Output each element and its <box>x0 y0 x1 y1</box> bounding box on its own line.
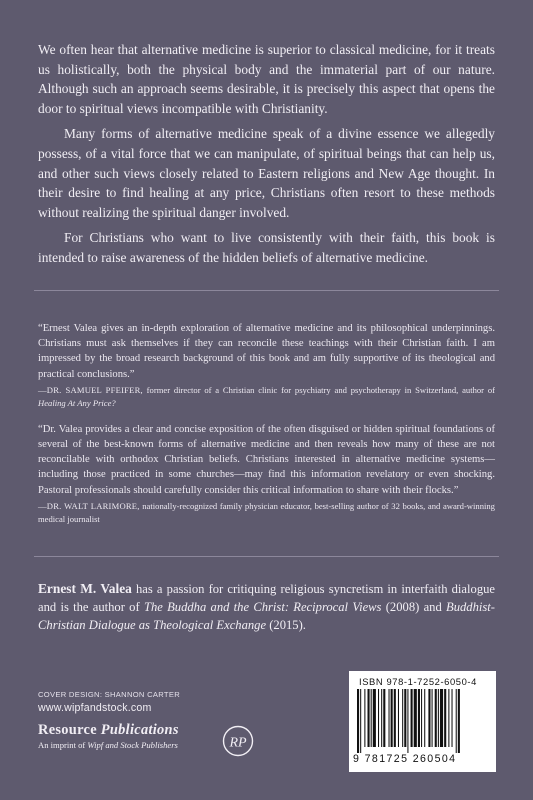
author-name: Ernest M. Valea <box>38 581 132 596</box>
endorser-name-2: —DR. WALT LARIMORE, <box>38 500 140 511</box>
publisher-imprint <box>38 740 238 750</box>
publisher-name <box>38 722 238 739</box>
barcode-bar <box>448 689 449 747</box>
barcode-bar <box>378 689 379 747</box>
publisher-block <box>38 722 238 750</box>
back-cover-blurb <box>38 40 495 274</box>
barcode-bar <box>398 689 399 747</box>
author-bio-text-1: has a passion for critiquing religious syncretism in interfaith dialogue and is the author of <box>38 582 496 614</box>
cover-design-credit: COVER DESIGN: SHANNON CARTER <box>38 690 181 699</box>
endorsement-attribution-2 <box>38 500 495 526</box>
barcode-bar <box>371 689 372 747</box>
endorsements <box>38 321 495 538</box>
divider-bottom <box>34 556 499 557</box>
endorser-role-2: nationally-recognized family physician educator, best-selling author of 32 books, and award-winning medical journalist <box>38 500 495 524</box>
blurb-paragraph-1: We often hear that alternative medicine is superior to classical medicine, for it treats us holistically, both the physical body and the immaterial part of our nature. Although such an approach seems desirable, it is precisely this aspect that opens the door to spiritual views incompatible with Christianity. <box>38 42 495 116</box>
endorser-role-1: former director of a Christian clinic for psychiatry and psychotherapy in Switzerland, author of <box>142 384 495 395</box>
barcode-bar <box>456 689 457 753</box>
endorser-name-1: —DR. SAMUEL PFEIFER, <box>38 384 143 395</box>
barcode-bar <box>394 689 396 747</box>
barcode-bar <box>452 689 453 747</box>
endorser-work-1: Healing At Any Price? <box>38 397 116 408</box>
barcode-bar <box>421 689 422 747</box>
barcode-bar <box>418 689 420 747</box>
barcode-bar <box>404 689 406 747</box>
barcode-bar <box>402 689 403 747</box>
imprint-name: Wipf and Stock Publishers <box>87 740 178 750</box>
blurb-paragraph-2: Many forms of alternative medicine speak of a divine essence we allegedly possess, of a vital force that we can manipulate, of spiritual beings that can help us, and other such views closely related to Eastern religions and New Age thought. In their desire to find healing at any price, Christians often resort to these methods without realizing the spiritual danger involved. <box>38 126 495 220</box>
divider-top <box>34 290 499 291</box>
barcode-bar <box>435 689 437 747</box>
author-book-2: Buddhist-Christian Dialogue as Theological Exchange <box>38 600 495 632</box>
barcode-bar <box>389 689 390 747</box>
barcode-bar <box>438 689 439 747</box>
barcode-bar <box>414 689 417 747</box>
logo-letters: RP <box>229 735 247 751</box>
barcode-bar <box>364 689 365 747</box>
author-book-1: The Buddha and the Christ: Reciprocal Views <box>143 600 382 614</box>
barcode-bar <box>411 689 413 747</box>
barcode-digits: 9 781725 260504 <box>353 753 457 765</box>
imprint-prefix: An imprint of <box>38 740 88 750</box>
barcode-bar <box>383 689 385 747</box>
barcode-bar <box>357 689 359 753</box>
publisher-logo-icon <box>222 725 254 757</box>
endorsement-quote-1: “Ernest Valea gives an in-depth exploration of alternative medicine and its philosophical underpinnings. Christians must ask themselves if they can reconcile these teachings with their Christian faith. I am impressed by the broad research background of this book and am fully supportive of its theological and practical conclusions.” <box>38 323 495 380</box>
publisher-name-part-2: Publications <box>100 722 179 738</box>
barcode-bar <box>424 689 425 747</box>
barcode-bar <box>381 689 382 747</box>
publisher-url: www.wipfandstock.com <box>38 702 152 714</box>
barcode-bar <box>407 689 408 753</box>
barcode-bar <box>458 689 460 753</box>
barcode-bar <box>428 689 430 747</box>
author-bio-text-2: (2008) and <box>381 600 447 614</box>
endorsement-attribution-1 <box>38 384 495 410</box>
author-bio-text-3: (2015). <box>266 618 306 632</box>
endorsement-quote-2: “Dr. Valea provides a clear and concise exposition of the often disguised or hidden spiritual foundations of several of the best-known forms of alternative medicine and then reveals how many of these are not reconcilable with orthodox Christian beliefs. Christians interested in alternative medicine systems—including those practiced in some churches—may find this information revelatory or even shocking. Pastoral professionals should carefully consider this critical information to share with their flocks.” <box>38 423 495 496</box>
author-bio <box>38 580 495 634</box>
credits <box>38 690 180 714</box>
publisher-name-part-1: Resource <box>38 722 101 738</box>
barcode-bar <box>432 689 433 747</box>
barcode-bar <box>444 689 446 747</box>
barcode-bars <box>357 689 488 753</box>
blurb-paragraph-3: For Christians who want to live consistently with their faith, this book is intended to raise awareness of the hidden beliefs of alternative medicine. <box>38 230 495 265</box>
isbn-label: ISBN 978-1-7252-6050-4 <box>359 676 477 687</box>
barcode-bar <box>368 689 370 747</box>
barcode-bar <box>373 689 376 747</box>
barcode-bar <box>440 689 443 747</box>
barcode-bar <box>360 689 361 753</box>
isbn-barcode <box>349 671 496 772</box>
barcode-bar <box>391 689 393 747</box>
